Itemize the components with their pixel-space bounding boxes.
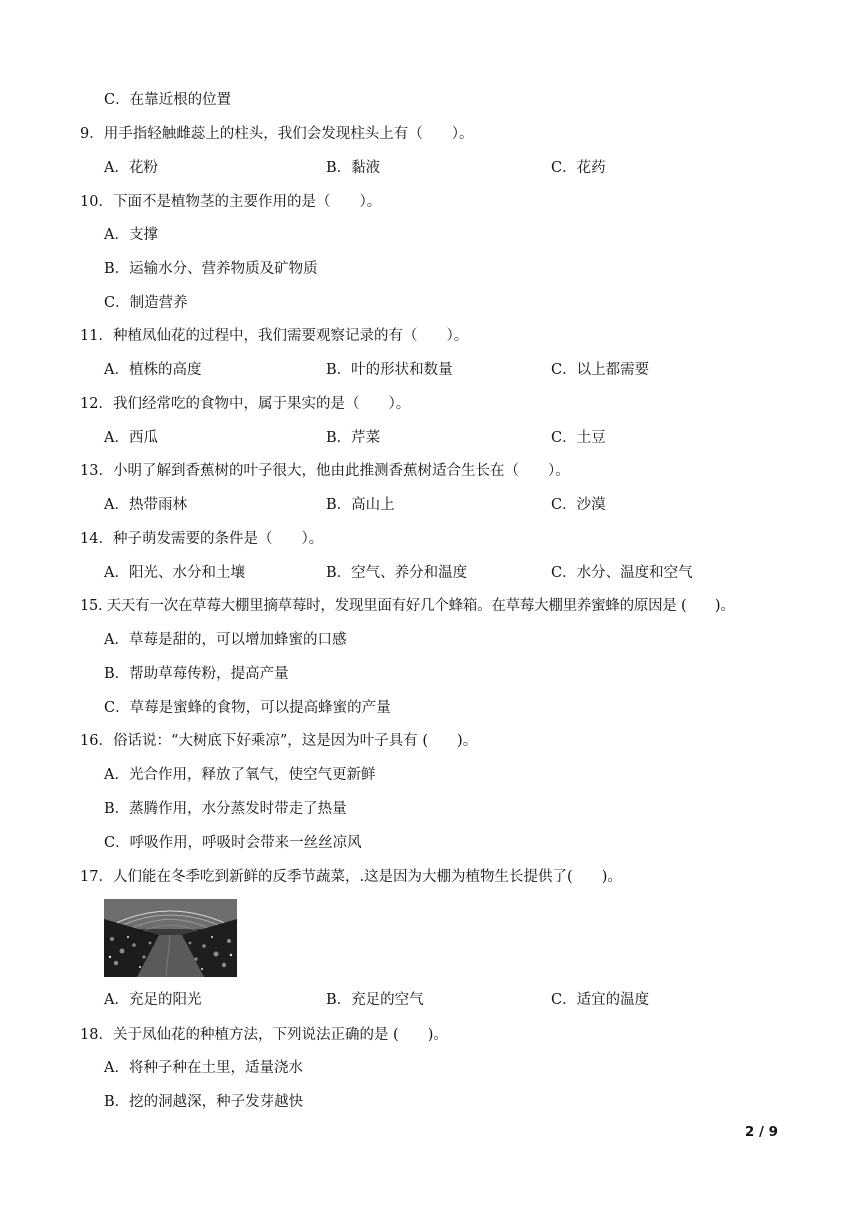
question-15-stem: 15. 天天有一次在草莓大棚里摘草莓时，发现里面有好几个蜂箱。在草莓大棚里养蜜蜂的原因是 ( )。: [80, 598, 735, 614]
question-11-stem: 11．种植凤仙花的过程中，我们需要观察记录的有（ ）。: [80, 328, 469, 344]
q14-option-c[interactable]: C．水分、温度和空气: [551, 565, 693, 581]
q17-option-a[interactable]: A．充足的阳光: [104, 992, 202, 1008]
q14-option-b[interactable]: B．空气、养分和温度: [326, 565, 468, 581]
q11-option-a[interactable]: A．植株的高度: [104, 362, 202, 378]
q11-option-b[interactable]: B．叶的形状和数量: [326, 362, 453, 378]
question-12-stem: 12．我们经常吃的食物中，属于果实的是（ ）。: [80, 396, 411, 412]
q13-option-b[interactable]: B．高山上: [326, 497, 395, 513]
question-16-stem: 16．俗话说：“大树底下好乘凉”，这是因为叶子具有 ( )。: [80, 733, 478, 749]
q11-option-c[interactable]: C．以上都需要: [551, 362, 650, 378]
q14-option-a[interactable]: A．阳光、水分和土壤: [104, 565, 245, 581]
question-18-stem: 18．关于凤仙花的种植方法，下列说法正确的是 ( )。: [80, 1027, 448, 1043]
q10-option-b[interactable]: B．运输水分、营养物质及矿物质: [104, 261, 318, 277]
q17-option-b[interactable]: B．充足的空气: [326, 992, 424, 1008]
q12-option-c[interactable]: C．土豆: [551, 430, 606, 446]
q15-option-b[interactable]: B．帮助草莓传粉，提高产量: [104, 666, 289, 682]
question-14-stem: 14．种子萌发需要的条件是（ ）。: [80, 531, 324, 547]
q10-option-a[interactable]: A．支撑: [104, 227, 158, 243]
q16-option-a[interactable]: A．光合作用，释放了氧气，使空气更新鲜: [104, 767, 376, 783]
q15-option-a[interactable]: A．草莓是甜的，可以增加蜂蜜的口感: [104, 632, 347, 648]
q13-option-a[interactable]: A．热带雨林: [104, 497, 187, 513]
q10-option-c[interactable]: C．制造营养: [104, 295, 188, 311]
q17-option-c[interactable]: C．适宜的温度: [551, 992, 650, 1008]
question-17-stem: 17．人们能在冬季吃到新鲜的反季节蔬菜，.这是因为大棚为植物生长提供了( )。: [80, 869, 622, 885]
q18-option-a[interactable]: A．将种子种在土里，适量浇水: [104, 1060, 303, 1076]
q9-option-c[interactable]: C．花药: [551, 160, 606, 176]
question-9-stem: 9．用手指轻触雌蕊上的柱头，我们会发现柱头上有（ ）。: [80, 126, 474, 142]
q13-option-c[interactable]: C．沙漠: [551, 497, 606, 513]
q12-option-b[interactable]: B．芹菜: [326, 430, 381, 446]
q9-option-a[interactable]: A．花粉: [104, 160, 158, 176]
greenhouse-photo: [104, 899, 237, 977]
q9-option-b[interactable]: B．黏液: [326, 160, 381, 176]
question-10-stem: 10．下面不是植物茎的主要作用的是（ ）。: [80, 194, 382, 210]
q12-option-a[interactable]: A．西瓜: [104, 430, 158, 446]
q16-option-b[interactable]: B．蒸腾作用，水分蒸发时带走了热量: [104, 801, 347, 817]
q18-option-b[interactable]: B．挖的洞越深，种子发芽越快: [104, 1094, 304, 1110]
q16-option-c[interactable]: C．呼吸作用，呼吸时会带来一丝丝凉风: [104, 835, 362, 851]
question-13-stem: 13．小明了解到香蕉树的叶子很大，他由此推测香蕉树适合生长在（ ）。: [80, 463, 570, 479]
option-c: C．在靠近根的位置: [104, 92, 232, 108]
page-number: 2 / 9: [744, 1124, 778, 1140]
q15-option-c[interactable]: C．草莓是蜜蜂的食物，可以提高蜂蜜的产量: [104, 700, 391, 716]
